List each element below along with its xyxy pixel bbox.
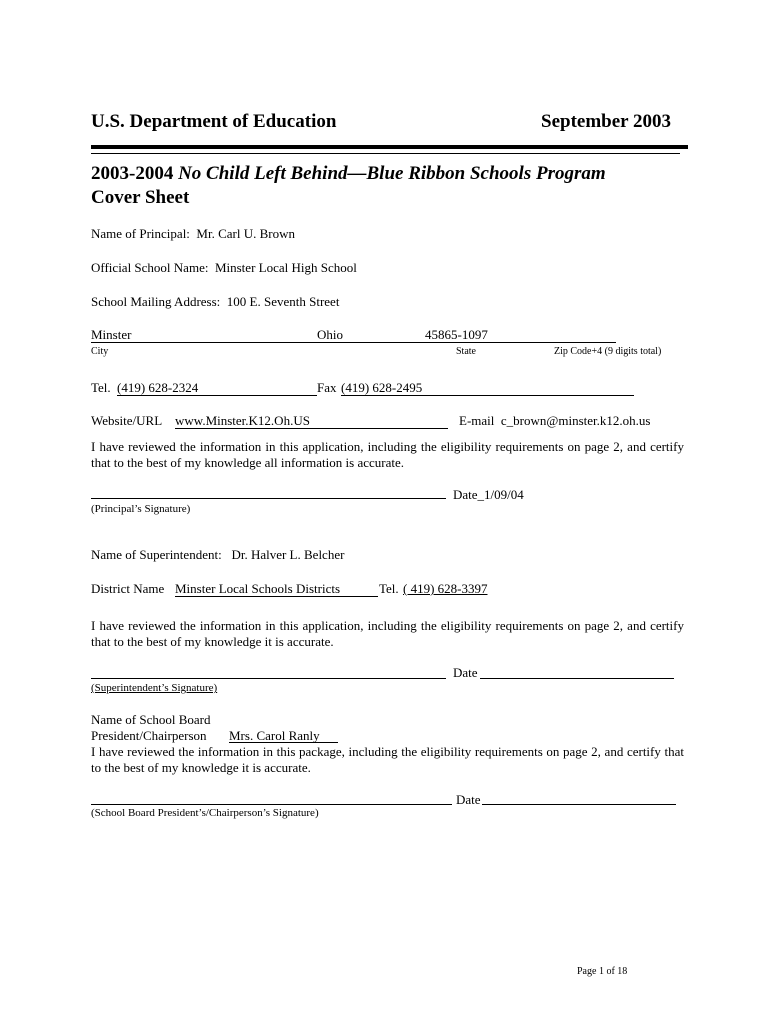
web-value: www.Minster.K12.Oh.US: [175, 413, 310, 428]
page-title: [91, 162, 606, 186]
tel-underline: [117, 395, 317, 396]
fax-underline: [341, 395, 634, 396]
page-subtitle: Cover Sheet: [91, 187, 190, 208]
superintendent-signature-caption: (Superintendent’s Signature): [91, 682, 218, 694]
fax-label: Fax: [317, 380, 337, 395]
board-signature-caption: (School Board President’s/Chairperson’s Signature): [91, 807, 319, 819]
principal-signature-caption: (Principal’s Signature): [91, 503, 191, 515]
school-name-row: [91, 260, 357, 276]
mailing-value: 100 E. Seventh Street: [226, 294, 340, 309]
principal-row: [91, 226, 295, 242]
header-rule-thin: [91, 153, 680, 154]
header-rule-thick: [91, 145, 688, 149]
fax-value: (419) 628-2495: [341, 380, 423, 395]
mailing-label: School Mailing Address:: [91, 294, 221, 309]
board-date-label: Date: [456, 792, 481, 807]
board-label-line1: Name of School Board: [91, 712, 211, 727]
email-label: E-mail: [459, 413, 495, 428]
zip-value: 45865-1097: [425, 327, 488, 342]
principal-signature-line: [91, 498, 446, 499]
web-underline: [175, 428, 448, 429]
header-date: September 2003: [541, 111, 671, 132]
principal-date-value: 1/09/04: [484, 487, 524, 502]
department-name: U.S. Department of Education: [91, 111, 337, 132]
state-value: Ohio: [317, 327, 343, 342]
principal-date-row: Date_1/09/04: [453, 487, 524, 502]
district-tel-label: Tel.: [379, 581, 399, 596]
board-president-value: Mrs. Carol Ranly: [229, 728, 320, 743]
zip-caption: Zip Code+4 (9 digits total): [554, 346, 662, 357]
district-tel-value: ( 419) 628-3397: [403, 581, 488, 596]
superintendent-label: Name of Superintendent:: [91, 547, 222, 562]
tel-value: (419) 628-2324: [117, 380, 199, 395]
superintendent-row: [91, 547, 344, 563]
board-date-line: [482, 804, 676, 805]
city-caption: City: [91, 346, 109, 357]
web-label: Website/URL: [91, 413, 163, 428]
principal-certification-text: I have reviewed the information in this application, including the eligibility requirements on page 2, and certify that to the best of my knowledge all information is accurate.: [91, 439, 684, 470]
mailing-row: [91, 294, 339, 310]
superintendent-date-label: Date: [453, 665, 478, 680]
board-president-underline: [229, 742, 338, 743]
superintendent-date-line: [480, 678, 674, 679]
email-row: [459, 413, 650, 429]
board-signature-line: [91, 804, 452, 805]
superintendent-certification-text: I have reviewed the information in this application, including the eligibility requirements on page 2, and certify that to the best of my knowledge it is accurate.: [91, 618, 684, 649]
principal-label: Name of Principal:: [91, 226, 190, 241]
email-value: c_brown@minster.k12.oh.us: [500, 413, 651, 428]
superintendent-signature-line: [91, 678, 446, 679]
principal-date-label: Date: [453, 487, 478, 502]
superintendent-value: Dr. Halver L. Belcher: [231, 547, 345, 562]
title-year: 2003-2004: [91, 163, 174, 184]
city-value: Minster: [91, 327, 132, 342]
school-name-value: Minster Local High School: [214, 260, 357, 275]
page-number: Page 1 of 18: [577, 966, 628, 977]
district-label: District Name: [91, 581, 165, 596]
school-name-label: Official School Name:: [91, 260, 209, 275]
board-label-line2: President/Chairperson: [91, 728, 207, 743]
district-value: Minster Local Schools Districts: [175, 581, 341, 596]
principal-value: Mr. Carl U. Brown: [196, 226, 296, 241]
district-underline: [175, 596, 378, 597]
address-underline: [91, 342, 616, 343]
title-program: No Child Left Behind—Blue Ribbon Schools Program: [178, 163, 606, 184]
board-certification-text: I have reviewed the information in this package, including the eligibility requirements on page 2, and certify that to the best of my knowledge it is accurate.: [91, 744, 684, 775]
state-caption: State: [456, 346, 476, 357]
tel-label: Tel.: [91, 380, 111, 395]
